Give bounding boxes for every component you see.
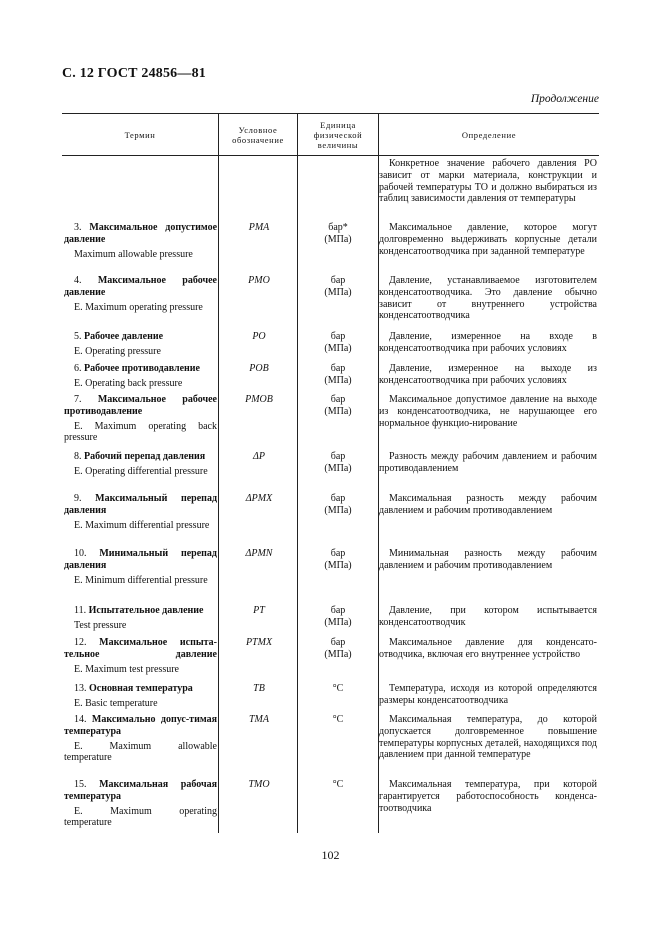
term-russian xyxy=(64,451,217,463)
term-russian-text: Максимальное рабочее противодавление xyxy=(64,394,217,417)
symbol-cell: POB xyxy=(249,363,269,374)
symbol-cell: PMOB xyxy=(245,394,273,405)
definition-cell: Минимальная разность между рабочим давлением и рабочим противодавлением xyxy=(379,548,597,571)
definition-cell: Максимальная разность между рабочим давлением и рабочим противодавлением xyxy=(379,493,597,516)
term-russian-text: Максимальное испыта-тельное давление xyxy=(64,637,217,660)
table-header-rule xyxy=(62,155,599,156)
unit-cell: бар (МПа) xyxy=(324,275,352,298)
table-top-rule xyxy=(62,113,599,114)
symbol-cell: TMA xyxy=(249,714,269,725)
unit-cell: бар (МПа) xyxy=(324,637,352,660)
definition-cell: Разность между рабочим давлением и рабочим противодавлением xyxy=(379,451,597,474)
symbol-cell: ΔPMX xyxy=(245,493,273,504)
term-english: E. Maximum differential pressure xyxy=(74,519,210,531)
term-russian xyxy=(64,275,217,299)
term-number: 8. xyxy=(74,451,82,462)
term-russian xyxy=(64,394,217,418)
symbol-cell: TMO xyxy=(248,779,270,790)
term-russian xyxy=(64,779,217,803)
symbol-cell: PMA xyxy=(248,222,270,233)
term-cell xyxy=(64,451,217,478)
term-number: 6. xyxy=(74,363,82,374)
page-number: 102 xyxy=(321,848,340,862)
continuation-label: Продолжение xyxy=(530,93,599,105)
term-russian xyxy=(64,683,217,695)
term-number: 11. xyxy=(74,605,87,616)
term-russian-text: Основная температура xyxy=(89,683,193,694)
term-english: E. Maximum operating pressure xyxy=(74,301,203,313)
unit-cell: бар (МПа) xyxy=(324,331,352,354)
term-cell xyxy=(64,222,217,260)
term-russian xyxy=(64,548,217,572)
column-header-definition: Определение xyxy=(461,129,517,140)
definition-cell: Давление, измеренное на выходе из конденсатоотводчика при рабочих условиях xyxy=(379,363,597,386)
term-english: Maximum allowable pressure xyxy=(74,248,193,260)
term-number: 5. xyxy=(74,331,82,342)
unit-cell: °C xyxy=(332,714,344,725)
definition-cell: Максимальное допустимое давление на выходе из конденсатоотводчика, не нарушающее его нормальное функцио-нирование xyxy=(379,394,597,429)
term-english: E. Maximum allowable temperature xyxy=(64,740,217,764)
unit-cell: бар (МПа) xyxy=(324,451,352,474)
symbol-cell: PO xyxy=(252,331,266,342)
term-number: 4. xyxy=(74,275,82,286)
symbol-cell: ΔPMN xyxy=(245,548,273,559)
definition-cell: Давление, устанавливаемое изготовителем конденсатоотводчика. Это давление обычно зависит от внутреннего устройства конденсатоотводчика xyxy=(379,275,597,322)
definition-cell: Давление, измеренное на входе в конденсатоотводчика при рабочих условиях xyxy=(379,331,597,354)
term-russian-text: Рабочее противодавление xyxy=(84,363,200,374)
term-number: 13. xyxy=(74,683,87,694)
definition-cell: Максимальное давление для конденсато-отводчика, включая его внутреннее устройство xyxy=(379,637,597,660)
term-russian-text: Минимальный перепад давления xyxy=(64,548,217,571)
term-number: 10. xyxy=(74,548,87,559)
symbol-cell: TB xyxy=(253,683,265,694)
term-english: E. Operating pressure xyxy=(74,345,161,357)
term-russian-text: Максимальное рабочее давление xyxy=(64,275,217,298)
term-cell xyxy=(64,779,217,829)
term-cell xyxy=(64,493,217,531)
term-number: 9. xyxy=(74,493,82,504)
term-cell xyxy=(64,363,217,390)
term-cell xyxy=(64,714,217,764)
column-header-symbol: Условное обозначение xyxy=(232,124,284,145)
symbol-cell: PTMX xyxy=(245,637,273,648)
term-cell xyxy=(64,605,217,632)
column-header-term: Термин xyxy=(124,129,156,140)
column-header-unit: Единица физической величины xyxy=(313,119,363,151)
unit-cell: бар (МПа) xyxy=(324,605,352,628)
term-russian xyxy=(64,605,217,617)
intro-definition: Конкретное значение рабочего давления РО зависит от марки материала, конструкции и рабочей температуры ТО и должно выбираться из таблиц зависимости давления от температуры xyxy=(379,158,597,205)
term-number: 12. xyxy=(74,637,87,648)
term-russian-text: Максимальный перепад давления xyxy=(64,493,218,516)
term-russian xyxy=(64,331,217,343)
definition-cell: Давление, при котором испытывается конденсатоотводчик xyxy=(379,605,597,628)
term-russian xyxy=(64,637,217,661)
term-number: 3. xyxy=(74,222,82,233)
term-cell xyxy=(64,275,217,313)
term-russian xyxy=(64,493,217,517)
term-english: E. Operating back pressure xyxy=(74,377,183,389)
unit-cell: °C xyxy=(332,683,344,694)
term-number: 15. xyxy=(74,779,87,790)
unit-cell: бар (МПа) xyxy=(324,493,352,516)
symbol-cell: PMO xyxy=(248,275,270,286)
term-russian-text: Максимально допус-тимая температура xyxy=(64,714,217,737)
term-cell xyxy=(64,637,217,675)
term-russian xyxy=(64,363,217,375)
term-cell xyxy=(64,394,217,444)
definition-cell: Температура, исходя из которой определяются размеры конденсатоотводчика xyxy=(379,683,597,706)
term-cell xyxy=(64,548,217,586)
term-russian xyxy=(64,714,217,738)
term-english: E. Operating differential pressure xyxy=(74,465,208,477)
term-number: 7. xyxy=(74,394,82,405)
term-english: E. Maximum operating back pressure xyxy=(64,420,217,444)
term-english: E. Maximum operating temperature xyxy=(64,805,217,829)
term-number: 14. xyxy=(74,714,87,725)
unit-cell: бар (МПа) xyxy=(324,548,352,571)
term-russian-text: Максимальная рабочая температура xyxy=(64,779,217,802)
term-english: E. Minimum differential pressure xyxy=(74,574,208,586)
term-english: Test pressure xyxy=(74,619,127,631)
term-russian xyxy=(64,222,217,246)
unit-cell: °C xyxy=(332,779,344,790)
term-russian-text: Рабочий перепад давления xyxy=(84,451,206,462)
term-english: E. Maximum test pressure xyxy=(74,663,179,675)
term-russian-text: Рабочее давление xyxy=(84,331,164,342)
unit-cell: бар* (МПа) xyxy=(324,222,352,245)
unit-cell: бар (МПа) xyxy=(324,394,352,417)
definition-cell: Максимальная температура, при которой гарантируется работоспособность конденса-тоотводчика xyxy=(379,779,597,814)
definition-cell: Максимальное давление, которое могут долговременно выдерживать корпусные детали конденсатоотводчика при заданной температуре xyxy=(379,222,597,257)
term-russian-text: Максимальное допустимое давление xyxy=(64,222,218,245)
term-russian-text: Испытательное давление xyxy=(88,605,204,616)
symbol-cell: ΔP xyxy=(253,451,265,462)
term-cell xyxy=(64,331,217,358)
term-cell xyxy=(64,683,217,710)
document-header-title: С. 12 ГОСТ 24856—81 xyxy=(62,66,206,81)
symbol-cell: PT xyxy=(253,605,265,616)
definition-cell: Максимальная температура, до которой допускается долговременное повышение температуры корпусных деталей, находящихся под давлением при данной температуре xyxy=(379,714,597,761)
unit-cell: бар (МПа) xyxy=(324,363,352,386)
term-english: E. Basic temperature xyxy=(74,697,158,709)
